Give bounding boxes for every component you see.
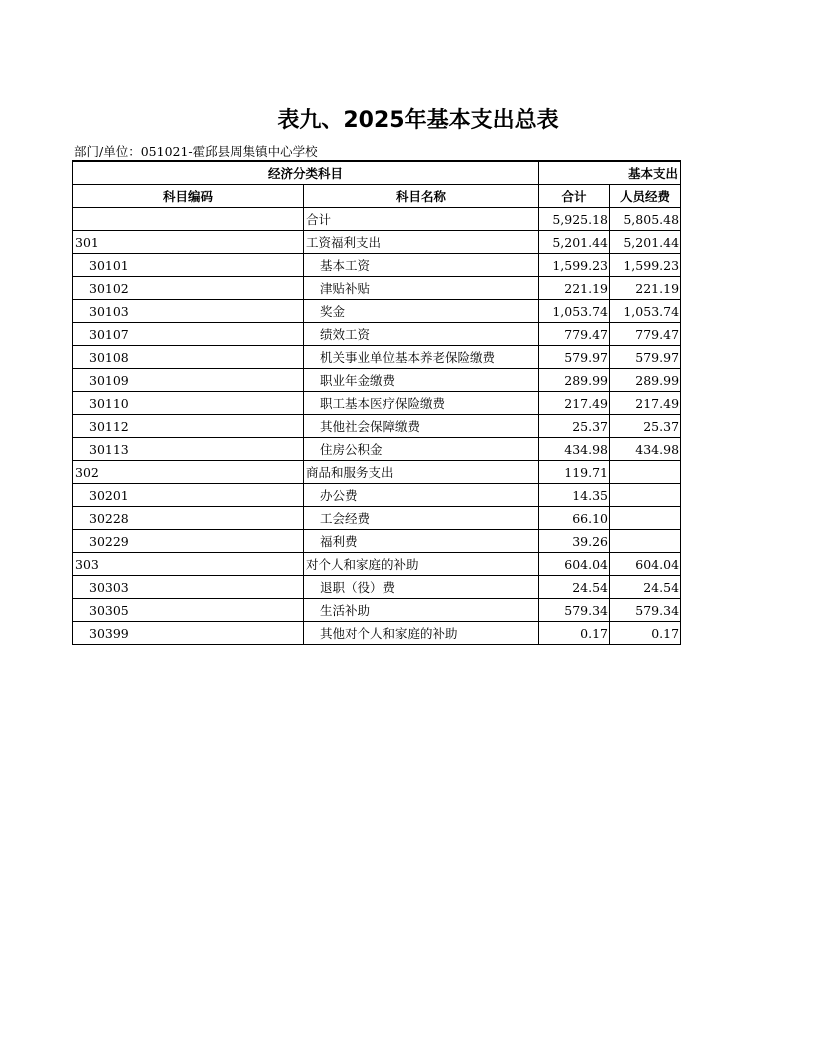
cell-total: 5,201.44 <box>539 231 610 254</box>
cell-personnel: 1,599.23 <box>610 254 681 277</box>
cell-total: 119.71 <box>539 461 610 484</box>
cell-name: 基本工资 <box>304 254 539 277</box>
cell-personnel: 25.37 <box>610 415 681 438</box>
cell-code: 30102 <box>73 277 304 300</box>
cell-name: 退职（役）费 <box>304 576 539 599</box>
cell-personnel: 579.97 <box>610 346 681 369</box>
cell-code: 301 <box>73 231 304 254</box>
cell-name: 生活补助 <box>304 599 539 622</box>
cell-personnel: 24.54 <box>610 576 681 599</box>
page-title: 表九、2025年基本支出总表 <box>277 108 559 133</box>
table-row <box>73 415 681 438</box>
cell-name: 福利费 <box>304 530 539 553</box>
cell-name: 办公费 <box>304 484 539 507</box>
table-row <box>73 553 681 576</box>
table-row <box>73 507 681 530</box>
cell-total: 221.19 <box>539 277 610 300</box>
cell-total: 14.35 <box>539 484 610 507</box>
cell-total: 5,925.18 <box>539 208 610 231</box>
cell-code <box>73 208 304 231</box>
cell-name: 津贴补贴 <box>304 277 539 300</box>
cell-personnel <box>610 484 681 507</box>
cell-name: 工资福利支出 <box>304 231 539 254</box>
cell-personnel: 221.19 <box>610 277 681 300</box>
cell-code: 30113 <box>73 438 304 461</box>
cell-code: 30107 <box>73 323 304 346</box>
basic-expenditure-table <box>72 160 681 645</box>
cell-name: 商品和服务支出 <box>304 461 539 484</box>
cell-personnel <box>610 530 681 553</box>
cell-name: 职业年金缴费 <box>304 369 539 392</box>
cell-total: 579.97 <box>539 346 610 369</box>
header-total: 合计 <box>539 185 610 208</box>
cell-name: 工会经费 <box>304 507 539 530</box>
table-row <box>73 323 681 346</box>
table-row <box>73 208 681 231</box>
cell-name: 其他社会保障缴费 <box>304 415 539 438</box>
cell-name: 机关事业单位基本养老保险缴费 <box>304 346 539 369</box>
cell-personnel: 604.04 <box>610 553 681 576</box>
cell-code: 30201 <box>73 484 304 507</box>
cell-total: 1,053.74 <box>539 300 610 323</box>
cell-code: 30101 <box>73 254 304 277</box>
cell-code: 30228 <box>73 507 304 530</box>
cell-total: 0.17 <box>539 622 610 645</box>
cell-code: 30303 <box>73 576 304 599</box>
cell-total: 39.26 <box>539 530 610 553</box>
cell-code: 303 <box>73 553 304 576</box>
cell-personnel: 0.17 <box>610 622 681 645</box>
table-row <box>73 369 681 392</box>
header-personnel: 人员经费 <box>610 185 681 208</box>
cell-personnel: 5,201.44 <box>610 231 681 254</box>
cell-total: 66.10 <box>539 507 610 530</box>
cell-personnel: 579.34 <box>610 599 681 622</box>
header-name: 科目名称 <box>304 185 539 208</box>
cell-code: 30399 <box>73 622 304 645</box>
cell-code: 30109 <box>73 369 304 392</box>
department-label: 部门/单位：051021-霍邱县周集镇中心学校 <box>74 144 318 159</box>
cell-name: 对个人和家庭的补助 <box>304 553 539 576</box>
cell-total: 25.37 <box>539 415 610 438</box>
table-row <box>73 576 681 599</box>
cell-total: 1,599.23 <box>539 254 610 277</box>
cell-code: 30108 <box>73 346 304 369</box>
cell-code: 30229 <box>73 530 304 553</box>
table-row <box>73 277 681 300</box>
cell-code: 30110 <box>73 392 304 415</box>
cell-name: 住房公积金 <box>304 438 539 461</box>
cell-total: 217.49 <box>539 392 610 415</box>
cell-personnel <box>610 461 681 484</box>
cell-code: 30112 <box>73 415 304 438</box>
table-row <box>73 392 681 415</box>
header-economic-classification: 经济分类科目 <box>73 161 539 185</box>
cell-total: 289.99 <box>539 369 610 392</box>
cell-personnel: 434.98 <box>610 438 681 461</box>
table-row <box>73 530 681 553</box>
cell-total: 604.04 <box>539 553 610 576</box>
cell-personnel: 289.99 <box>610 369 681 392</box>
cell-name: 合计 <box>304 208 539 231</box>
table-row <box>73 254 681 277</box>
table-row <box>73 484 681 507</box>
cell-total: 579.34 <box>539 599 610 622</box>
table-row <box>73 622 681 645</box>
cell-personnel: 5,805.48 <box>610 208 681 231</box>
cell-name: 职工基本医疗保险缴费 <box>304 392 539 415</box>
table-row <box>73 599 681 622</box>
cell-personnel: 217.49 <box>610 392 681 415</box>
table-row <box>73 461 681 484</box>
cell-personnel <box>610 507 681 530</box>
cell-personnel: 1,053.74 <box>610 300 681 323</box>
cell-total: 434.98 <box>539 438 610 461</box>
table-row <box>73 300 681 323</box>
header-basic-expenditure: 基本支出 <box>539 161 681 185</box>
cell-total: 24.54 <box>539 576 610 599</box>
table-row <box>73 231 681 254</box>
cell-name: 绩效工资 <box>304 323 539 346</box>
cell-code: 30103 <box>73 300 304 323</box>
cell-code: 30305 <box>73 599 304 622</box>
table-row <box>73 346 681 369</box>
cell-total: 779.47 <box>539 323 610 346</box>
cell-code: 302 <box>73 461 304 484</box>
table-row <box>73 438 681 461</box>
cell-personnel: 779.47 <box>610 323 681 346</box>
header-code: 科目编码 <box>73 185 304 208</box>
cell-name: 奖金 <box>304 300 539 323</box>
cell-name: 其他对个人和家庭的补助 <box>304 622 539 645</box>
